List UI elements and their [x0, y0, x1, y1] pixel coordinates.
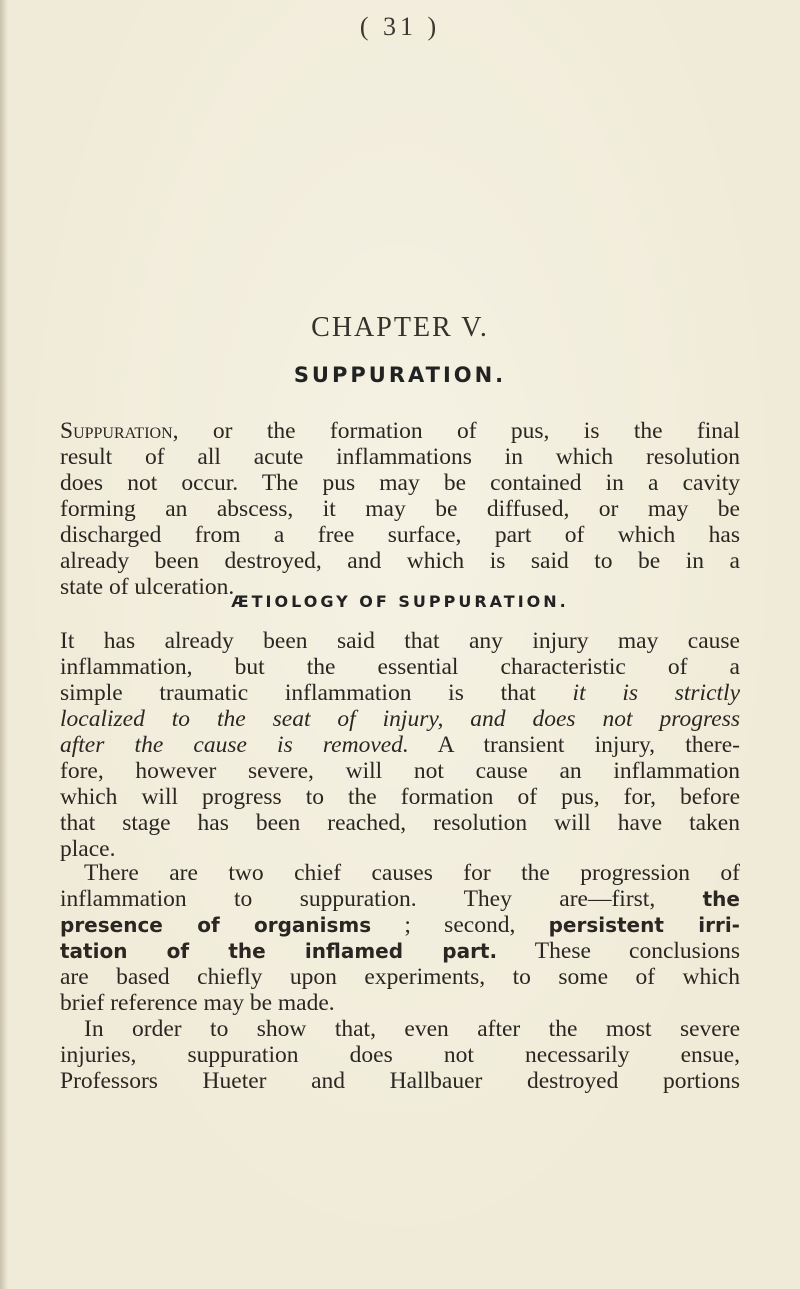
paragraph-definition [60, 418, 740, 600]
paragraph-causes [60, 860, 740, 1016]
text-line: tation of the inflamed part. These conclusions [60, 938, 740, 964]
section-subheading: ÆTIOLOGY OF SUPPURATION. [231, 592, 569, 611]
text-line: brief reference may be made. [60, 990, 335, 1016]
paragraph-experiments [60, 1016, 740, 1094]
text-line: presence of organisms ; second, persistent irri- [60, 912, 740, 938]
text-line: are based chiefly upon experiments, to some of which [60, 964, 740, 990]
text-line: In order to show that, even after the most severe [84, 1016, 740, 1042]
paragraph-aetiology [60, 628, 740, 862]
text-line: discharged from a free surface, part of which has [60, 522, 740, 548]
text-line: already been destroyed, and which is said to be in a [60, 548, 740, 574]
text-line: There are two chief causes for the progression of [84, 860, 740, 886]
lead-word: Suppuration, [60, 418, 179, 444]
text-line: that stage has been reached, resolution will have taken [60, 810, 740, 836]
chapter-title: SUPPURATION. [293, 363, 507, 387]
text-line: Professors Hueter and Hallbauer destroyed portions [60, 1068, 740, 1094]
text-line: It has already been said that any injury may cause [60, 628, 740, 654]
text-line: localized to the seat of injury, and does not progress [60, 706, 740, 732]
chapter-heading: CHAPTER V. [311, 312, 489, 343]
text-line: inflammation, but the essential characteristic of a [60, 654, 740, 680]
text-line: result of all acute inflammations in which resolution [60, 444, 740, 470]
text-line: after the cause is removed. A transient injury, there- [60, 732, 741, 758]
text-line: Suppuration, or the formation of pus, is the final [60, 418, 740, 444]
text-line: simple traumatic inflammation is that it is strictly [60, 680, 740, 706]
text-line: does not occur. The pus may be contained in a cavity [60, 470, 740, 496]
text-line: injuries, suppuration does not necessarily ensue, [60, 1042, 740, 1068]
text-line: which will progress to the formation of pus, for, before [60, 784, 740, 810]
text-line: place. [60, 836, 116, 862]
text-line: forming an abscess, it may be diffused, or may be [60, 496, 740, 522]
text-line: inflammation to suppuration. They are—first, the [60, 886, 740, 912]
page-number: ( 31 ) [359, 12, 441, 41]
text-line: state of ulceration. [60, 574, 235, 600]
page-binding-edge [0, 0, 8, 1289]
text-line: fore, however severe, will not cause an inflammation [60, 758, 740, 784]
